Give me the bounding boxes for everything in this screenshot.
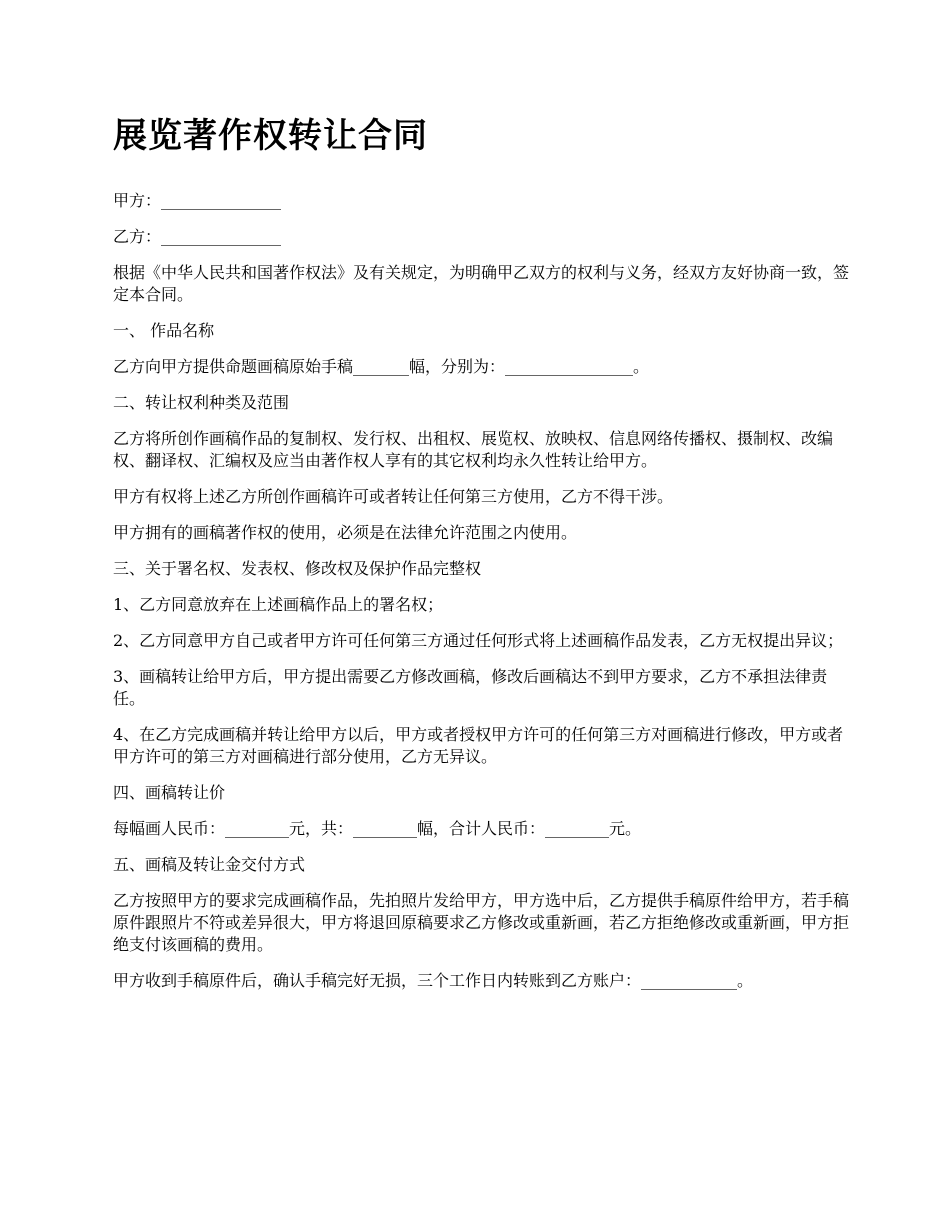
section-heading-5: 五、画稿及转让金交付方式 xyxy=(113,855,306,874)
preamble-paragraph: 根据《中华人民共和国著作权法》及有关规定，为明确甲乙双方的权利与义务，经双方友好协商一致，签定本合同。 xyxy=(113,263,850,304)
clause-item: 2、乙方同意甲方自己或者甲方许可任何第三方通过任何形式将上述画稿作品发表，乙方无权提出异议； xyxy=(113,631,844,650)
paragraph: 甲方收到手稿原件后，确认手稿完好无损，三个工作日内转账到乙方账户：____________。 xyxy=(113,971,754,990)
clause-item: 3、画稿转让给甲方后，甲方提出需要乙方修改画稿，修改后画稿达不到甲方要求，乙方不承担法律责任。 xyxy=(113,667,828,708)
paragraph: 甲方拥有的画稿著作权的使用，必须是在法律允许范围之内使用。 xyxy=(113,523,578,542)
document-title: 展览著作权转让合同 xyxy=(113,116,428,156)
paragraph: 乙方按照甲方的要求完成画稿作品，先拍照片发给甲方，甲方选中后，乙方提供手稿原件给甲方，若手稿原件跟照片不符或差异很大，甲方将退回原稿要求乙方修改或重新画，若乙方拒绝修改或重新画，甲方拒绝支付该画稿的费用。 xyxy=(113,891,850,954)
document-page xyxy=(113,112,853,1006)
section-heading-1: 一、 作品名称 xyxy=(113,321,215,340)
clause-item: 1、乙方同意放弃在上述画稿作品上的署名权； xyxy=(113,595,444,614)
paragraph: 乙方向甲方提供命题画稿原始手稿_______幅，分别为：________________。 xyxy=(113,357,650,376)
paragraph: 甲方有权将上述乙方所创作画稿许可或者转让任何第三方使用，乙方不得干涉。 xyxy=(113,487,674,506)
price-line: 每幅画人民币：________元，共：________幅，合计人民币：________元。 xyxy=(113,819,642,838)
clause-item: 4、在乙方完成画稿并转让给甲方以后，甲方或者授权甲方许可的任何第三方对画稿进行修改，甲方或者甲方许可的第三方对画稿进行部分使用，乙方无异议。 xyxy=(113,725,844,766)
party-b-line: 乙方：_______________ xyxy=(113,227,282,246)
section-heading-3: 三、关于署名权、发表权、修改权及保护作品完整权 xyxy=(113,559,482,578)
party-a-line: 甲方：_______________ xyxy=(113,191,282,210)
section-heading-4: 四、画稿转让价 xyxy=(113,783,226,802)
section-heading-2: 二、转让权利种类及范围 xyxy=(113,393,290,412)
paragraph: 乙方将所创作画稿作品的复制权、发行权、出租权、展览权、放映权、信息网络传播权、摄制权、改编权、翻译权、汇编权及应当由著作权人享有的其它权利均永久性转让给甲方。 xyxy=(113,429,834,470)
